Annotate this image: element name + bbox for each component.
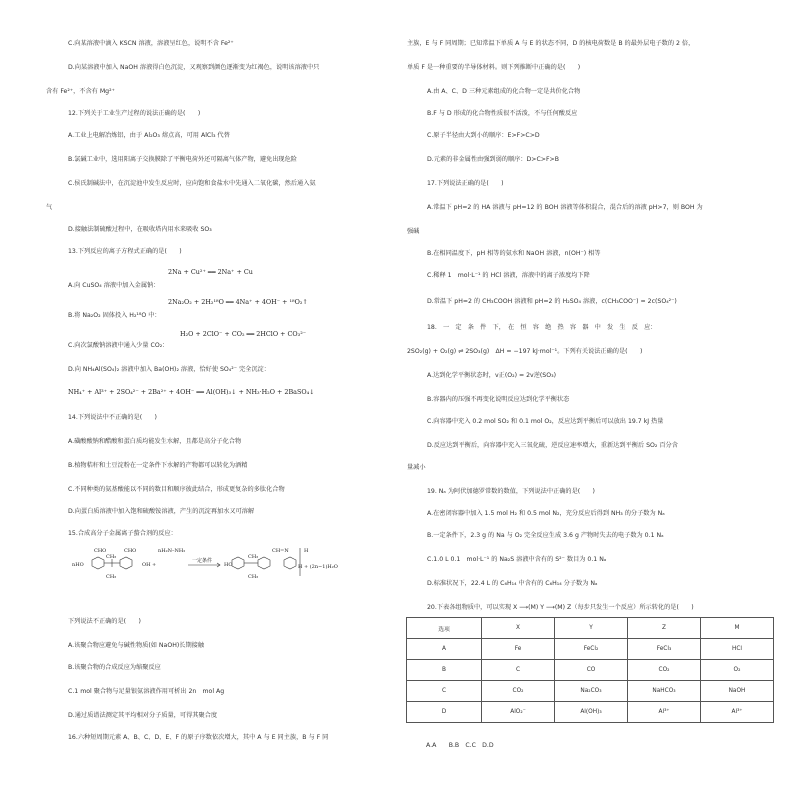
table-cell: Al³⁺ (628, 702, 701, 723)
text-line-f2: 2Na₂O₂ + 2H₂¹⁸O ══ 4Na⁺ + 4OH⁻ + ¹⁸O₂↑ (168, 298, 308, 306)
reaction-condition: 一定条件 (192, 558, 213, 564)
table-header-cell: Z (628, 618, 701, 639)
reactant-left-group: nHO (72, 562, 84, 568)
text-line-r12: D.常温下 pH=2 的 CH₃COOH 溶液和 pH=2 的 H₂SO₄ 溶液，c(CH₃COO⁻) = 2c(SO₄²⁻) (427, 298, 677, 305)
text-line-r4: B.F 与 D 形成的化合物性质很不活泼，不与任何酸反应 (427, 110, 578, 117)
table-header-cell: 选项 (407, 618, 482, 639)
table-row (407, 702, 774, 723)
table-cell: D (407, 702, 482, 723)
text-line-l26: 16.六种短周期元素 A、B、C、D、E、F 的原子序数依次增大，其中 A 与 E 同主族，B 与 F 同 (68, 734, 329, 741)
text-line-f1: 2Na + Cu²⁺ ══ 2Na⁺ + Cu (168, 268, 253, 276)
text-line-r23: C.1.0 L 0.1 mol·L⁻¹ 的 Na₂S 溶液中含有的 S²⁻ 数目为 0.1 Nₐ (427, 556, 607, 563)
text-line-l24: C.1 mol 聚合物与足量银氨溶液作用可析出 2n mol Ag (68, 688, 225, 695)
transformation-table (406, 617, 774, 723)
table-cell: CO₂ (482, 681, 555, 702)
table-cell: C (407, 681, 482, 702)
text-line-r13: 18. 一 定 条 件 下， 在 恒 容 绝 热 容 器 中 发 生 反 应： (427, 324, 657, 331)
table-cell: NaHCO₃ (628, 681, 701, 702)
text-line-l19: D.向蛋白质溶液中加入饱和硫酸铵溶液，产生的沉淀再加水又可溶解 (68, 508, 255, 515)
text-line-l8: 气 (46, 204, 53, 211)
table-cell: Al(OH)₃ (555, 702, 628, 723)
product-h: H (304, 548, 309, 554)
table-cell: FeCl₂ (555, 639, 628, 660)
product-ho: HO (224, 562, 233, 568)
table-cell: NaOH (701, 681, 774, 702)
text-line-l23: B.该聚合物的合成反应为缩聚反应 (68, 664, 161, 671)
benzene-ring-5 (284, 557, 296, 569)
product-ch-n: CH=N (272, 548, 289, 554)
cho-label-2: CHO (124, 548, 137, 554)
table-row (407, 660, 774, 681)
text-line-l10: 13.下列反应的离子方程式正确的是( ) (68, 248, 182, 255)
text-line-l14: D.向 NH₄Al(SO₄)₂ 溶液中加入 Ba(OH)₂ 溶液，恰好使 SO₄²⁻ 完全沉淀： (68, 366, 270, 373)
text-line-r3: A.由 A、C、D 三种元素组成的化合物一定是共价化合物 (427, 88, 581, 95)
benzene-ring-2 (120, 557, 132, 569)
table-header-cell: X (482, 618, 555, 639)
text-line-l11: A.向 CuSO₄ 溶液中加入金属钠： (68, 282, 160, 289)
text-line-l5: A.工业上电解冶炼铝，由于 Al₂O₃ 熔点高，可用 AlCl₃ 代替 (68, 132, 230, 139)
text-line-r8: A.常温下 pH=2 的 HA 溶液与 pH=12 的 BOH 溶液等体积混合，混合后的溶液 pH>7，则 BOH 为 (427, 204, 703, 211)
text-line-l18: C.不同种类的氨基酸能以不同的数目和顺序彼此结合，形成更复杂的多肽化合物 (68, 486, 285, 493)
text-line-l25: D.通过质谱法测定其平均相对分子质量，可得其聚合度 (68, 712, 218, 719)
text-line-r15: A.达到化学平衡状态时，v正(O₂) = 2v逆(SO₃) (427, 372, 557, 379)
table-cell: A (407, 639, 482, 660)
text-line-r6: D.元素的非金属性由强到弱的顺序：D>C>F>B (427, 156, 559, 163)
text-line-r17: C.向容器中充入 0.2 mol SO₂ 和 0.1 mol O₂，反应达到平衡后可以放出 19.7 kJ 热量 (427, 418, 664, 425)
text-line-r14: 2SO₂(g) + O₂(g) ⇌ 2SO₃(g) ΔH = −197 kJ·mol⁻¹。下列有关说法正确的是( ) (407, 348, 643, 355)
benzene-ring-1 (92, 557, 104, 569)
text-line-l7: C.侯氏制碱法中，在沉淀池中发生反应时，应向饱和食盐水中先通入二氧化碳，然后通入氨 (68, 180, 316, 187)
table-cell: Fe (482, 639, 555, 660)
text-line-r5: C.原子半径由大到小的顺序：E>F>C>D (427, 132, 540, 139)
text-line-l20: 15.合成高分子金属离子螯合剂的反应： (68, 530, 177, 537)
plus-sign: + (152, 562, 157, 568)
text-line-r20: 19. Nₐ 为阿伏加德罗常数的数值，下列说法中正确的是( ) (427, 488, 595, 495)
text-line-r24: D.标准状况下，22.4 L 的 C₆H₁₄ 中含有的 C₆H₁₄ 分子数为 Nₐ (427, 580, 598, 587)
text-line-r18: D.反应达到平衡后，向容器中充入三氧化硫，逆反应速率增大，重新达到平衡后 SO₂ 百分含 (427, 442, 678, 449)
reagent-label: nH₂N–NH₂ (158, 548, 186, 554)
table-header-row (407, 618, 774, 639)
table-header-cell: M (701, 618, 774, 639)
ch3-label-2: CH₃ (106, 574, 117, 580)
text-line-l21: 下列说法不正确的是( ) (68, 618, 141, 625)
table-cell: Al³⁺ (701, 702, 774, 723)
ch3-label-1: CH₃ (106, 554, 117, 560)
text-line-l9: D.接触法制硫酸过程中，在吸收塔内用水来吸收 SO₃ (68, 226, 212, 233)
product-ch3-2: CH₃ (248, 574, 259, 580)
text-line-r22: B.一定条件下，2.3 g 的 Na 与 O₂ 完全反应生成 3.6 g 产物时失去的电子数为 0.1 Nₐ (427, 532, 664, 539)
table-cell: O₂ (701, 660, 774, 681)
text-line-l15: 14.下列说法中不正确的是( ) (68, 414, 157, 421)
table-row (407, 681, 774, 702)
text-line-r25: 20.下表各组物质中，可以实现 X ⟶(M) Y ⟶(M) Z（每步只发生一个反应）所示转化的是( ) (427, 604, 694, 611)
text-line-l22: A.该聚合物应避免与碱性物质(如 NaOH)长期接触 (68, 642, 205, 649)
text-line-l4: 12.下列关于工业生产过程的说法正确的是( ) (68, 110, 201, 117)
text-line-r10: B.在相同温度下，pH 相等的氨水和 NaOH 溶液，n(OH⁻) 相等 (427, 250, 601, 257)
text-line-r16: B.容器内的压强不再变化说明反应达到化学平衡状态 (427, 396, 570, 403)
text-line-f4: NH₄⁺ + Al³⁺ + 2SO₄²⁻ + 2Ba²⁺ + 4OH⁻ ══ Al(OH)₃↓ + NH₃·H₂O + 2BaSO₄↓ (68, 388, 315, 396)
text-line-l16: A.磺酸酸钠和醋酸和蛋白质均能发生水解，且都是高分子化合物 (68, 438, 242, 445)
product-tail: H + (2n−1)H₂O (298, 564, 338, 570)
text-line-l6: B.氯碱工业中，选用阳离子交换膜除了平衡电荷外还可隔离气体产物，避免出现危险 (68, 156, 297, 163)
text-line-f3: H₂O + 2ClO⁻ + CO₂ ══ 2HClO + CO₃²⁻ (180, 330, 307, 338)
text-line-r7: 17.下列说法正确的是( ) (427, 180, 504, 187)
polymer-reaction-scheme (72, 546, 338, 582)
table-row (407, 639, 774, 660)
table-header-cell: Y (555, 618, 628, 639)
table-body (407, 618, 774, 723)
table-cell: FeCl₃ (628, 639, 701, 660)
table-cell: C (482, 660, 555, 681)
table-cell: CO (555, 660, 628, 681)
benzene-ring-4 (258, 557, 270, 569)
benzene-ring-3 (232, 557, 244, 569)
text-line-r1: 主族，E 与 F 同周期；已知常温下单质 A 与 E 的状态不同，D 的核电荷数是 B 的最外层电子数的 2 倍， (407, 40, 695, 47)
cho-label-1: CHO (94, 548, 107, 554)
text-line-r9: 强碱 (407, 228, 420, 235)
text-line-l17: B.植物秸秆和土豆淀粉在一定条件下水解的产物都可以转化为酒精 (68, 462, 248, 469)
text-line-l2: D.向某溶液中加入 NaOH 溶液得白色沉淀，又观察到颜色逐渐变为红褐色，说明该溶液中只 (68, 64, 320, 71)
text-line-l3: 含有 Fe²⁺，不含有 Mg²⁺ (46, 88, 115, 95)
product-ch3-1: CH₃ (248, 554, 259, 560)
table-cell: HCl (701, 639, 774, 660)
oh-label: OH (142, 562, 151, 568)
text-line-r19: 量减小 (407, 464, 426, 471)
text-line-r21: A.在密闭容器中加入 1.5 mol H₂ 和 0.5 mol N₂，充分反应后得到 NH₃ 的分子数为 Nₐ (427, 510, 665, 517)
table-cell: CO₂ (628, 660, 701, 681)
answer-options: A.A B.B C.C D.D (426, 742, 494, 749)
text-line-r11: C.稀释 1 mol·L⁻¹ 的 HCl 溶液，溶液中的离子浓度均下降 (427, 272, 590, 279)
table-cell: AlO₂⁻ (482, 702, 555, 723)
text-line-l1: C.向某溶液中滴入 KSCN 溶液，溶液呈红色，说明不含 Fe²⁺ (68, 40, 234, 47)
text-line-l13: C.向次氯酸钠溶液中通入少量 CO₂： (68, 342, 169, 349)
table-cell: B (407, 660, 482, 681)
text-line-l12: B.将 Na₂O₂ 固体投入 H₂¹⁸O 中： (68, 312, 161, 319)
table-cell: Na₂CO₃ (555, 681, 628, 702)
text-line-r2: 单质 F 是一种重要的半导体材料。则下列推断中正确的是( ) (407, 64, 581, 71)
